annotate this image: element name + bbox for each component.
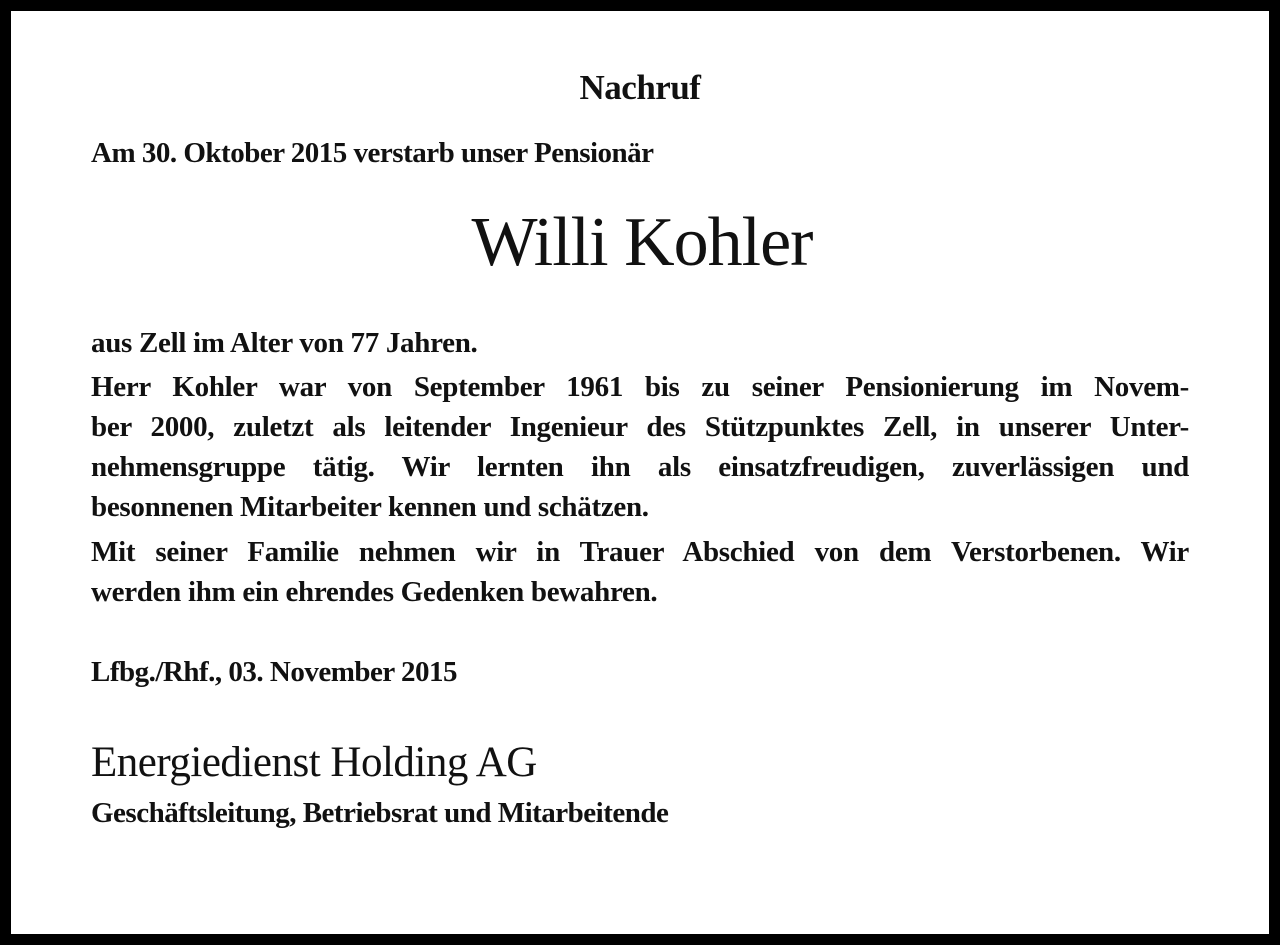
text-line: ber 2000, zuletzt als leitender Ingenieur des Stützpunktes Zell, in unserer Unter- <box>91 411 1189 443</box>
signatories: Geschäftsleitung, Betriebsrat und Mitarbeitende <box>91 797 669 829</box>
age-line <box>91 323 1189 363</box>
career-paragraph <box>91 367 1189 527</box>
place-date: Lfbg./Rhf., 03. November 2015 <box>91 656 457 688</box>
text-line: werden ihm ein ehrendes Gedenken bewahren. <box>91 576 658 608</box>
text-line: besonnenen Mitarbeiter kennen und schätzen. <box>91 491 649 523</box>
text-line: nehmensgruppe tätig. Wir lernten ihn als einsatzfreudigen, zuverlässigen und <box>91 451 1189 483</box>
deceased-name: Willi Kohler <box>471 204 813 281</box>
text-line: Herr Kohler war von September 1961 bis zu seiner Pensionierung im Novem- <box>91 371 1189 403</box>
company-name: Energiedienst Holding AG <box>91 739 537 786</box>
notice-heading: Nachruf <box>579 68 701 107</box>
intro-line: Am 30. Oktober 2015 verstarb unser Pensionär <box>91 137 654 169</box>
family-paragraph <box>91 532 1189 612</box>
text-line: aus Zell im Alter von 77 Jahren. <box>91 327 478 359</box>
text-line: Mit seiner Familie nehmen wir in Trauer Abschied von dem Verstorbenen. Wir <box>91 536 1189 568</box>
